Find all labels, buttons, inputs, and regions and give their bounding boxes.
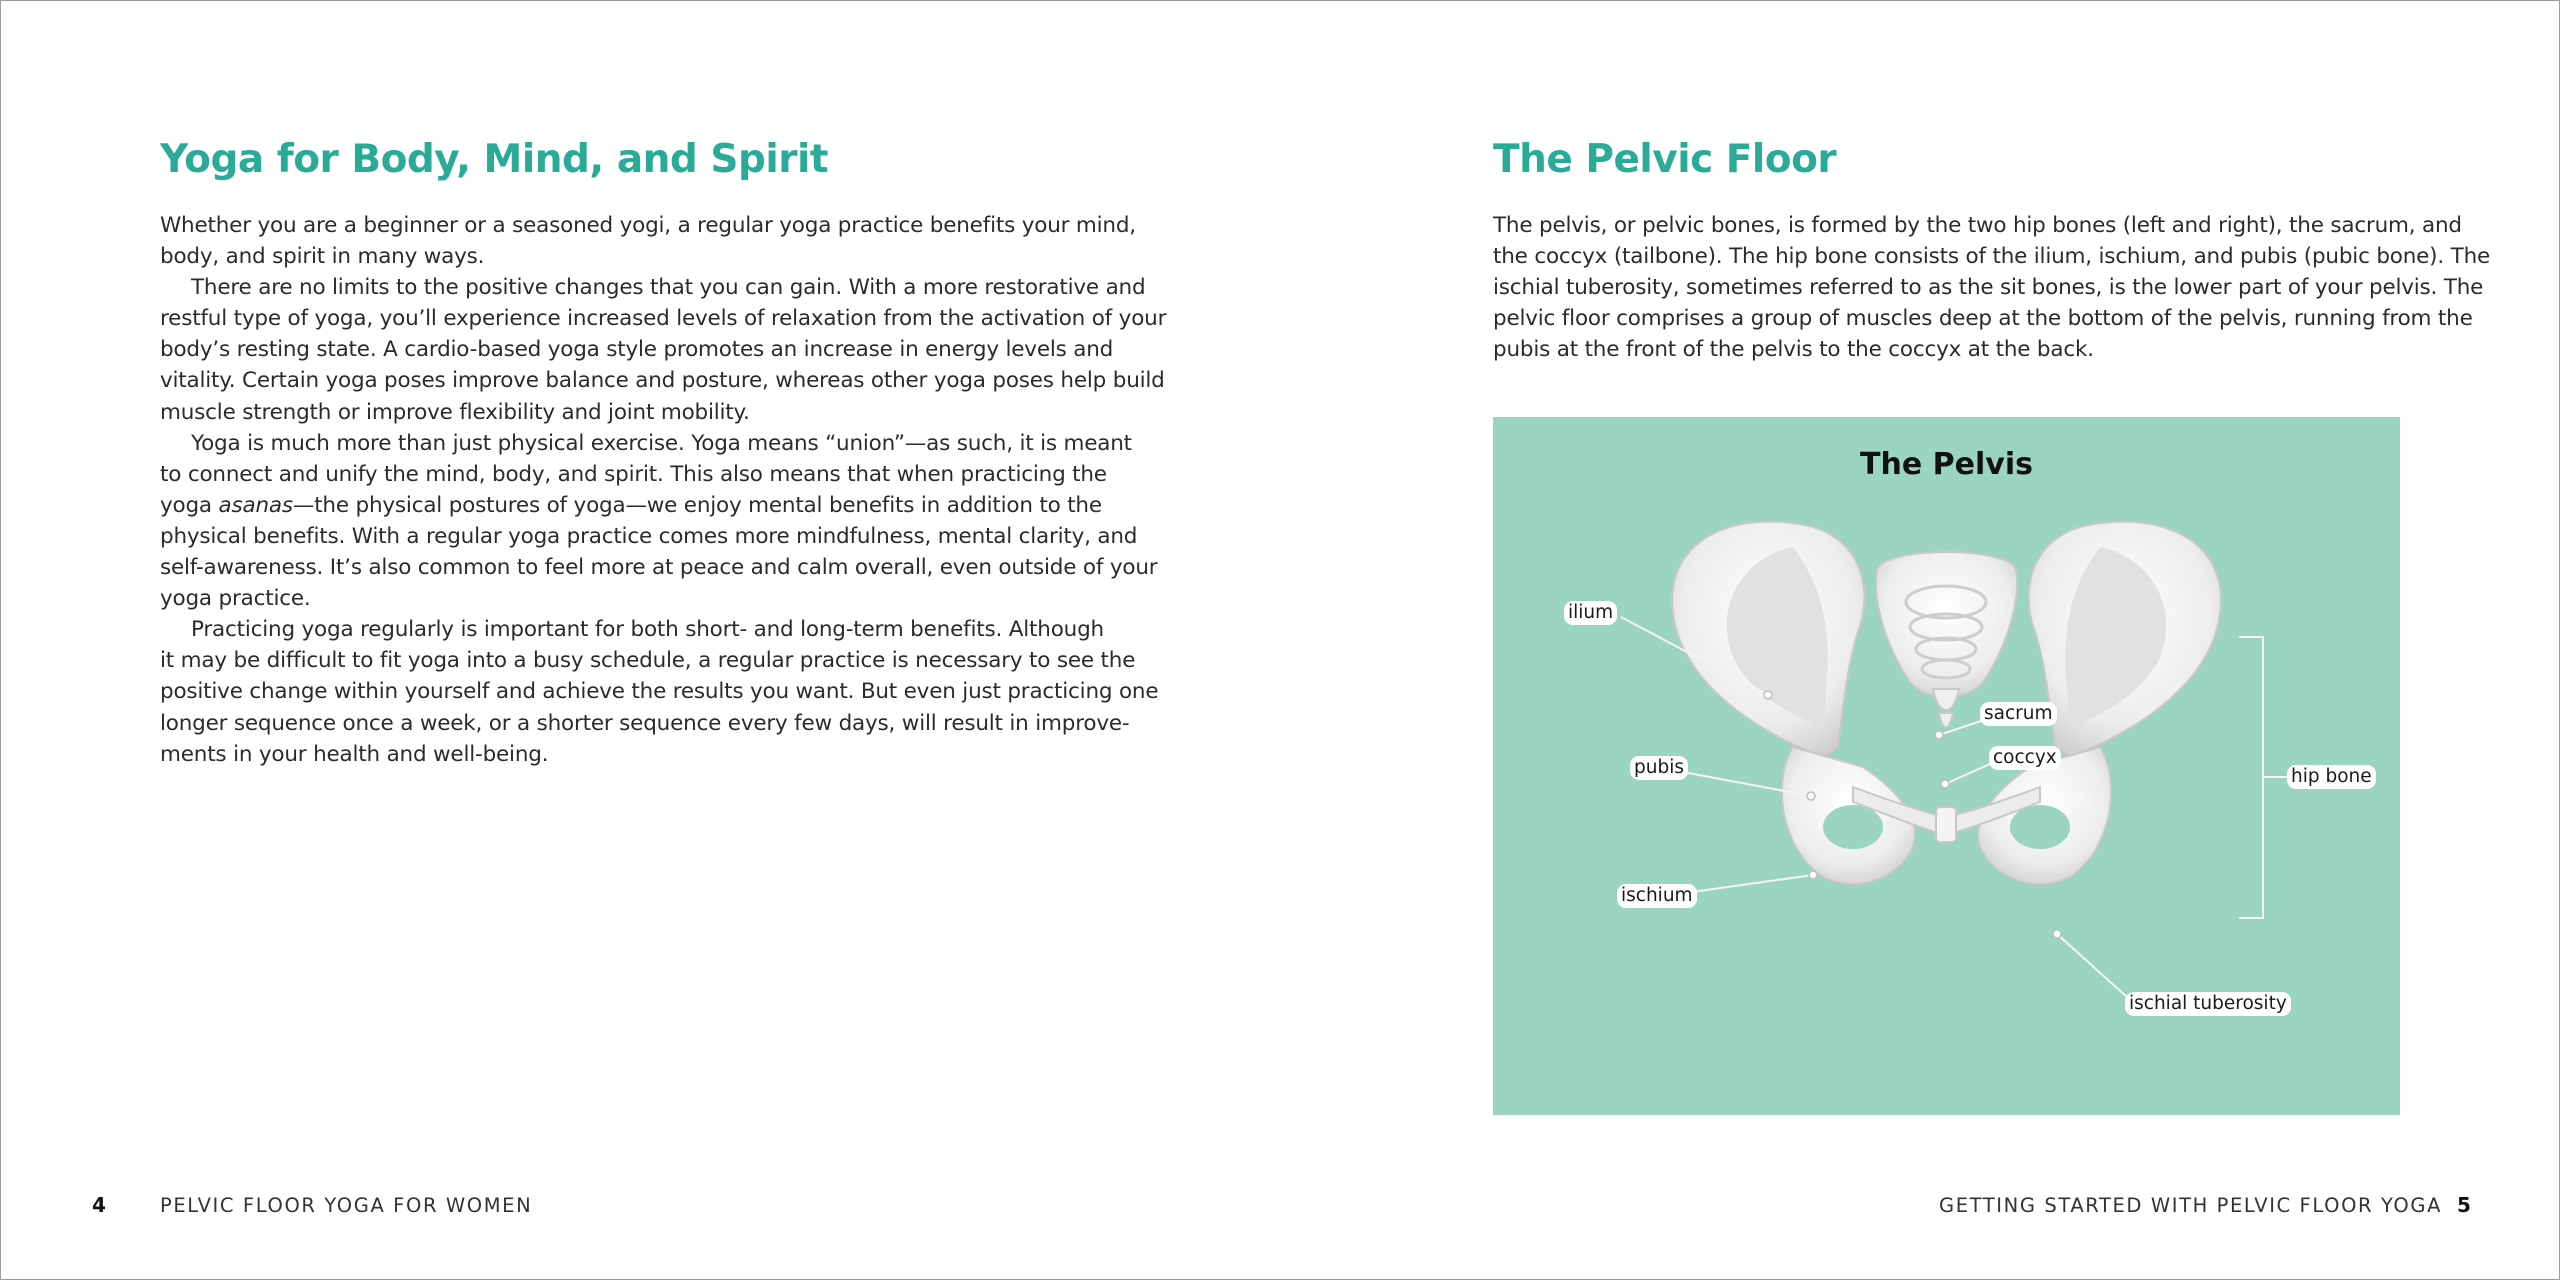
left-page-number: 4 <box>92 1193 106 1217</box>
body-line: it may be difficult to fit yoga into a busy schedule, a regular practice is necessary to see the <box>160 648 1136 674</box>
body-line: vitality. Certain yoga poses improve balance and posture, whereas other yoga poses help build <box>160 368 1165 394</box>
right-page-title: The Pelvic Floor <box>1493 137 1837 182</box>
body-line: muscle strength or improve flexibility and joint mobility. <box>160 399 750 425</box>
label-pubis: pubis <box>1630 756 1688 780</box>
body-line: longer sequence once a week, or a shorter sequence every few days, will result in improve- <box>160 710 1130 736</box>
left-page-body <box>160 210 1166 770</box>
left-page-title: Yoga for Body, Mind, and Spirit <box>160 137 829 182</box>
left-running-head: PELVIC FLOOR YOGA FOR WOMEN <box>160 1194 533 1217</box>
body-line: physical benefits. With a regular yoga practice comes more mindfulness, mental clarity, and <box>160 523 1138 549</box>
body-line: positive change within yourself and achieve the results you want. But even just practicing one <box>160 679 1159 705</box>
body-line: yoga practice. <box>160 586 311 612</box>
body-line <box>160 490 1166 521</box>
body-line: the coccyx (tailbone). The hip bone consists of the ilium, ischium, and pubis (pubic bone). The <box>1493 244 2491 270</box>
body-line: Yoga is much more than just physical exercise. Yoga means “union”—as such, it is meant <box>191 430 1132 456</box>
label-hip-bone: hip bone <box>2287 765 2376 789</box>
body-line: restful type of yoga, you’ll experience increased levels of relaxation from the activation of your <box>160 306 1167 332</box>
body-line: ments in your health and well-being. <box>160 741 549 767</box>
figure-title: The Pelvis <box>1860 447 2033 482</box>
body-line: Practicing yoga regularly is important for both short- and long-term benefits. Although <box>191 617 1104 643</box>
body-line: self-awareness. It’s also common to feel more at peace and calm overall, even outside of your <box>160 555 1158 581</box>
body-line: to connect and unify the mind, body, and spirit. This also means that when practicing the <box>160 461 1107 487</box>
body-line: Whether you are a beginner or a seasoned yogi, a regular yoga practice benefits your mind, <box>160 213 1136 238</box>
body-line: body’s resting state. A cardio-based yoga style promotes an increase in energy levels and <box>160 337 1114 363</box>
body-line: ischial tuberosity, sometimes referred to as the sit bones, is the lower part of your pelvis. The <box>1493 275 2484 301</box>
label-sacrum: sacrum <box>1980 702 2057 726</box>
italic-term: asanas <box>218 492 293 518</box>
right-page-number: 5 <box>2457 1193 2471 1217</box>
right-running-head: GETTING STARTED WITH PELVIC FLOOR YOGA <box>1939 1194 2443 1217</box>
body-line: The pelvis, or pelvic bones, is formed by the two hip bones (left and right), the sacrum, and <box>1493 213 2462 238</box>
pelvis-figure <box>1493 417 2400 1115</box>
right-page-body <box>1493 210 2490 365</box>
body-fragment: yoga <box>160 492 219 518</box>
body-line: body, and spirit in many ways. <box>160 244 485 270</box>
body-line: pelvic floor comprises a group of muscles deep at the bottom of the pelvis, running from the <box>1493 306 2473 332</box>
body-line: pubis at the front of the pelvis to the coccyx at the back. <box>1493 337 2094 363</box>
body-line: There are no limits to the positive changes that you can gain. With a more restorative and <box>191 275 1146 301</box>
body-fragment: —the physical postures of yoga—we enjoy mental benefits in addition to the <box>292 492 1102 518</box>
label-ischial-tuberosity: ischial tuberosity <box>2125 992 2291 1016</box>
label-ilium: ilium <box>1564 601 1617 625</box>
label-ischium: ischium <box>1617 884 1697 908</box>
label-coccyx: coccyx <box>1989 746 2061 770</box>
